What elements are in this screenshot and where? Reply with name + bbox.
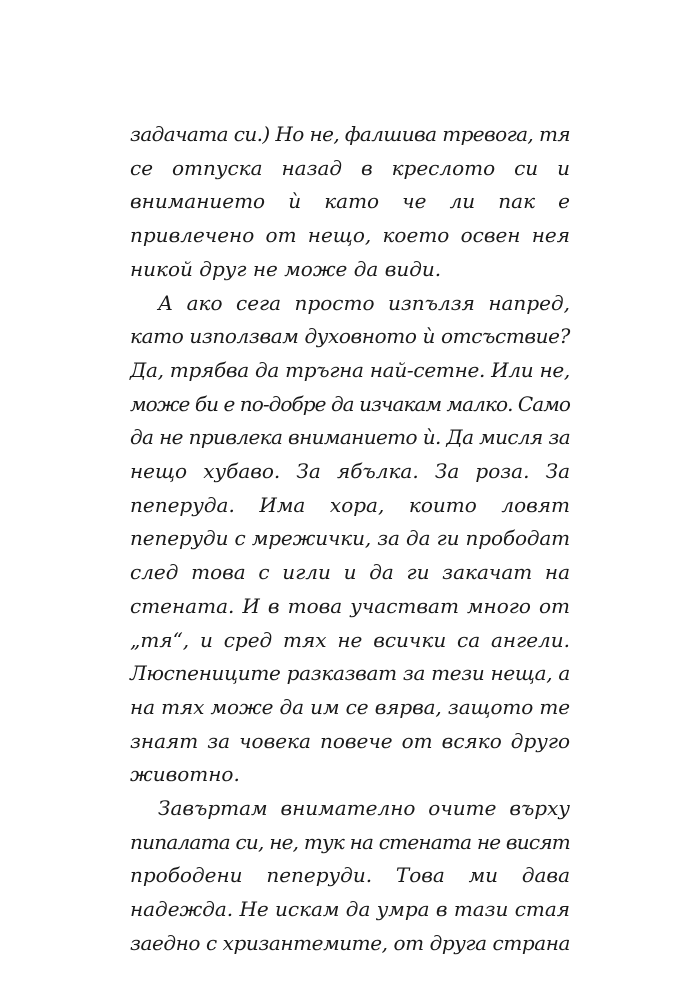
text-line: А ако сега просто изпълзя напред, — [158, 290, 570, 315]
text-line: нещо хубаво. За ябълка. За роза. За — [130, 459, 570, 484]
text-line: на тях може да им се вярва, защото те — [130, 694, 570, 719]
paragraph-2 — [130, 287, 570, 793]
text-line: заедно с хризантемите, от друга страна — [130, 930, 570, 955]
text-line: след това с игли и да ги закачат на — [130, 560, 570, 585]
text-line: да не привлека вниманието ѝ. Да мисля за — [130, 425, 570, 450]
text-line: задачата си.) Но не, фалшива тревога, тя — [130, 122, 570, 146]
text-line: вниманието ѝ като че ли пак е — [130, 189, 570, 214]
paragraph-1 — [130, 118, 570, 287]
text-line: знаят за човека повече от всяко друго — [130, 728, 570, 753]
text-line: прободени пеперуди. Това ми дава — [130, 863, 570, 888]
text-line: никой друг не може да види. — [130, 256, 442, 281]
body-text — [130, 118, 570, 961]
text-line: пеперуда. Има хора, които ловят — [130, 492, 570, 517]
text-line: Люспениците разказват за тези неща, а — [130, 661, 570, 686]
text-line: стената. И в това участват много от — [130, 593, 570, 618]
text-line: пипалата си, не, тук на стената не висят — [130, 829, 570, 854]
text-line: „тя“, и сред тях не всички са ангели. — [130, 627, 570, 652]
text-line: животно. — [130, 762, 240, 787]
text-line: привлечено от нещо, което освен нея — [130, 223, 570, 248]
text-line: може би е по-добре да изчакам малко. Само — [130, 391, 570, 416]
text-line: Завъртам внимателно очите върху — [158, 796, 570, 821]
text-line: пеперуди с мрежички, за да ги прободат — [130, 526, 571, 551]
text-line: се отпуска назад в креслото си и — [130, 155, 570, 180]
text-line: като използвам духовното ѝ отсъствие? — [130, 324, 570, 349]
text-line: Да, трябва да тръгна най-сетне. Или не, — [130, 357, 570, 382]
paragraph-3 — [130, 792, 570, 961]
text-line: надежда. Не искам да умра в тази стая — [130, 897, 570, 922]
